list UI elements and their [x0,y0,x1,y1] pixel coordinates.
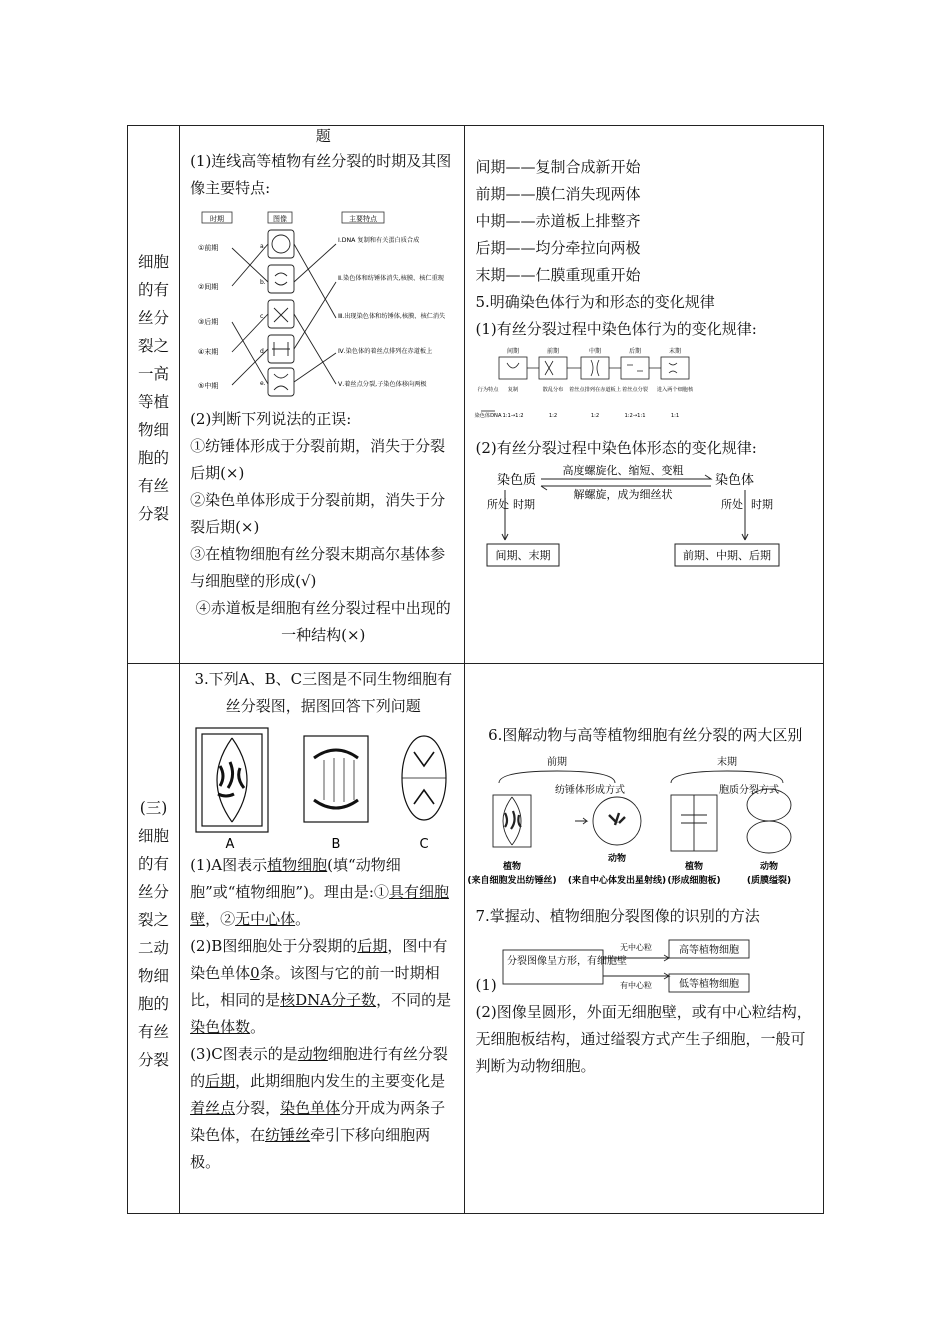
answer-fill: 核DNA分子数 [280,991,377,1009]
section-6-title: 6.图解动物与高等植物细胞有丝分裂的两大区别 [488,726,803,744]
feature-label [338,347,432,355]
plant-cell-prophase [493,795,531,847]
answer-text: 条。该图与它的前一时期相比，相同的是 [190,964,440,1009]
answer-text: ，图中有染色单体 [190,937,448,982]
table-row [128,664,824,1214]
image-label: a. [260,243,266,250]
answer-text: 。 [295,910,311,928]
feature-label [338,236,419,244]
behavior-text: 散乱分布 [543,387,564,393]
bracket-right [671,771,783,783]
caption: 动物 [760,862,779,872]
answer-text: 分裂， [235,1099,281,1117]
answer-text: (填“动物细胞”或“植物细胞”)。理由是:① [190,856,401,901]
answer-fill: 植物细胞 [267,856,328,874]
animal-cell-telophase-bottom [747,821,791,853]
cell-image [268,368,294,396]
bottom-result-text: 低等植物细胞 [679,979,740,990]
top-branch-label: 无中心粒 [620,943,653,952]
feature-text: Ⅳ.染色体的着丝点排列在赤道板上 [338,348,433,355]
image-label: c. [260,313,266,320]
answer-text: (2)B图细胞处于分裂期的 [190,937,358,955]
matching-figure [194,208,446,400]
section-5-sub1: (1)有丝分裂过程中染色体行为的变化规律: [475,320,757,338]
stage-label: 末期 [669,348,682,355]
answer-text: 牵引下移向细胞两极。 [190,1126,431,1171]
behavior-text: 复制 [508,387,519,393]
row-label: 染色体DNA [474,413,502,419]
caption: (质膜缢裂) [747,876,792,886]
match-line [294,244,336,318]
point-1: (1) [475,976,497,994]
image-label: d. [260,348,266,355]
spacer [475,664,815,722]
match-line [294,282,336,349]
image-label: b. [260,279,266,286]
feature-label [338,380,427,388]
question-3: 3.下列A、B、C三图是不同生物细胞有丝分裂图，据图回答下列问题 [194,670,453,715]
feature-text: Ⅴ.着丝点分裂,子染色体移向两极 [338,381,427,388]
row1-header: 细胞的有丝分裂之一高等植物细胞的有丝分裂 [138,253,170,523]
answer-fill: 后期 [357,937,388,955]
stage-label: 前期 [547,348,560,355]
match-line [294,353,336,382]
row2-header-cell [128,664,180,1214]
answer-text: ，不同的是 [376,991,452,1009]
bottom-branch-label: 有中心粒 [620,981,653,990]
cytokinesis-method-label [719,783,779,796]
mnemonic-line: 末期——仁膜重现重开始 [475,266,641,284]
bottom-arrow-label: 解螺旋，成为细丝状 [573,488,673,501]
spacer [475,126,815,154]
left-condition-text [507,954,627,967]
answer-text: 分开成为两条子染色体，在 [190,1099,446,1144]
row1-left-cell [180,126,465,664]
feature-text: Ⅲ.出现染色体和纺锤体,核膜、核仁消失 [338,313,446,320]
chromosome-term: 染色体 [715,473,755,488]
feature-label [338,274,444,282]
section-5-title: 5.明确染色体行为和形态的变化规律 [475,293,715,311]
chromosome-shape [275,273,287,285]
cell-figures [190,724,450,852]
caption: 植物 [503,862,522,872]
answer-text: ，② [205,910,236,928]
judge-item: ①纺锤体形成于分裂前期，消失于分裂后期(×) [190,437,446,482]
ratio-text: 1:1 [671,413,680,419]
plant-chromosomes [505,811,521,829]
right-where: 所处 [721,498,744,511]
row2-header: (三)细胞的有丝分裂之二动物细胞的有丝分裂 [138,799,170,1069]
period-label: ⑤中期 [198,382,219,390]
period-label: ①前期 [198,244,219,252]
arrow [575,818,587,824]
caption: 植物 [685,862,704,872]
figure-b-chromosomes [314,750,358,808]
judge-item: ③在植物细胞有丝分裂末期高尔基体参与细胞壁的形成(√) [190,545,446,590]
period-label: ③后期 [198,318,219,326]
cell-image [268,300,294,328]
answer-3 [190,1041,456,1176]
answer-text: (1)A图表示 [190,856,268,874]
behavior-text: 进入两个细胞核 [657,387,694,393]
stage-label: 后期 [629,348,642,355]
period-label: ④末期 [198,348,219,356]
row2-left-cell [180,664,465,1214]
spindle-method-label [555,783,625,796]
match-line [294,314,336,384]
answer-fill: 无中心体 [235,910,296,928]
left-where: 所处 [487,498,510,511]
image-label: e. [260,380,266,387]
feature-text: Ⅰ.DNA 复制和有关蛋白质合成 [338,237,420,244]
figure-b-spindle [324,758,354,802]
behavior-text: 着丝点排列在赤道板上 [569,387,622,393]
top-result-text: 高等植物细胞 [679,945,740,956]
question-2: (2)判断下列说法的正误: [190,410,352,428]
animal-chromosomes [609,813,625,825]
answer-fill: 染色单体 [280,1099,341,1117]
method-text: 胞质分裂方式 [719,785,780,796]
answer-fill: 动物 [297,1045,328,1063]
question-1: (1)连线高等植物有丝分裂的时期及其图像主要特点: [190,152,452,197]
stage-label: 间期 [507,348,520,355]
section-5-sub2: (2)有丝分裂过程中染色体形态的变化规律: [475,439,757,457]
ratio-text: 1:2 [591,413,600,419]
mnemonic-line: 后期——均分牵拉向两极 [475,239,641,257]
period-label: ②间期 [198,283,219,291]
mnemonic-line: 间期——复制合成新开始 [475,158,641,176]
right-period-text: 前期、中期、后期 [683,549,772,562]
stage-box [661,357,689,379]
caption: (来自细胞发出纺锤丝) [467,876,558,886]
point-2: (2)图像呈圆形，外面无细胞壁，或有中心粒结构，无细胞板结构，通过缢裂方式产生子细胞，一般可判断为动物细胞。 [475,1003,812,1075]
ratio-text: 1:2 [549,413,558,419]
judge-item: ④赤道板是细胞有丝分裂过程中出现的一种结构(×) [195,599,451,644]
answer-fill: 后期 [205,1072,236,1090]
match-line [232,314,268,352]
section-7-title: 7.掌握动、植物细胞分裂图像的识别的方法 [475,907,760,925]
answer-fill: 具有细胞壁 [190,883,449,928]
chromosome-shape [272,342,290,356]
stage-box [539,357,567,379]
caption: 动物 [608,854,627,864]
answer-fill: 0 [250,964,260,982]
method-text: 纺锤体形成方式 [555,785,626,796]
col-header-image: 图像 [273,215,288,223]
prophase-label: 前期 [547,757,568,768]
condition-text: 分裂图像呈方形，有细胞壁 [507,956,628,967]
stage-box [581,357,609,379]
ratio-text: 1:2→1:1 [624,413,646,419]
mnemonic-line: 前期——膜仁消失现两体 [475,185,641,203]
mnemonic-line: 中期——赤道板上排整齐 [475,212,641,230]
chromosome-shape [274,308,288,322]
judge-item: ②染色单体形成于分裂前期，消失于分裂后期(×) [190,491,446,536]
row-label: 行为特点 [478,387,499,393]
figure-a-chromosomes [218,762,244,796]
ratio-text: 1:1→1:2 [502,413,524,419]
answer-1 [190,852,456,933]
table-row [128,126,824,664]
right-when: 时期 [751,498,774,511]
answer-2 [190,933,456,1041]
behavior-figure [474,345,709,431]
row1-header-cell [128,126,180,664]
content-table [127,125,824,1214]
cell-plate [681,795,707,851]
nucleus-shape [272,235,290,253]
row1-right-cell [465,126,824,664]
shape-figure [475,464,785,574]
answer-text: ，此期细胞内发生的主要变化是 [235,1072,446,1090]
chromosome-shape [274,374,288,390]
col-header-period: 时期 [210,215,225,223]
title-tail: 题 [315,127,331,145]
left-period-text: 间期、末期 [495,549,551,562]
left-when: 时期 [513,498,536,511]
row2-right-cell [465,664,824,1214]
bracket-left [499,771,615,783]
behavior-text: 着丝点分裂 [622,387,649,393]
caption: (来自中心体发出星射线) [568,876,667,886]
chromatin-term: 染色质 [497,473,537,488]
answer-text: 。 [250,1018,266,1036]
feature-label [338,312,445,320]
answer-fill: 着丝点 [190,1099,236,1117]
telophase-label: 末期 [717,757,738,768]
answer-text: 细胞进行有丝分裂的 [190,1045,448,1090]
stage-box [621,357,649,379]
figure-label: B [331,837,341,852]
feature-text: Ⅱ.染色体和纺锤体消失,核膜、核仁重现 [338,275,445,282]
caption: (形成细胞板) [667,876,722,886]
answer-fill: 染色体数 [190,1018,251,1036]
top-arrow-label: 高度螺旋化、缩短、变粗 [562,464,684,477]
answer-fill: 纺锤丝 [265,1126,311,1144]
figure-label: A [225,837,235,852]
figure-label: C [419,837,429,852]
stage-label: 中期 [589,348,602,355]
col-header-feature: 主要特点 [349,215,378,223]
match-line [294,244,336,282]
answer-text: (3)C图表示的是 [190,1045,298,1063]
cell-image [268,265,294,293]
difference-figure [467,753,805,903]
